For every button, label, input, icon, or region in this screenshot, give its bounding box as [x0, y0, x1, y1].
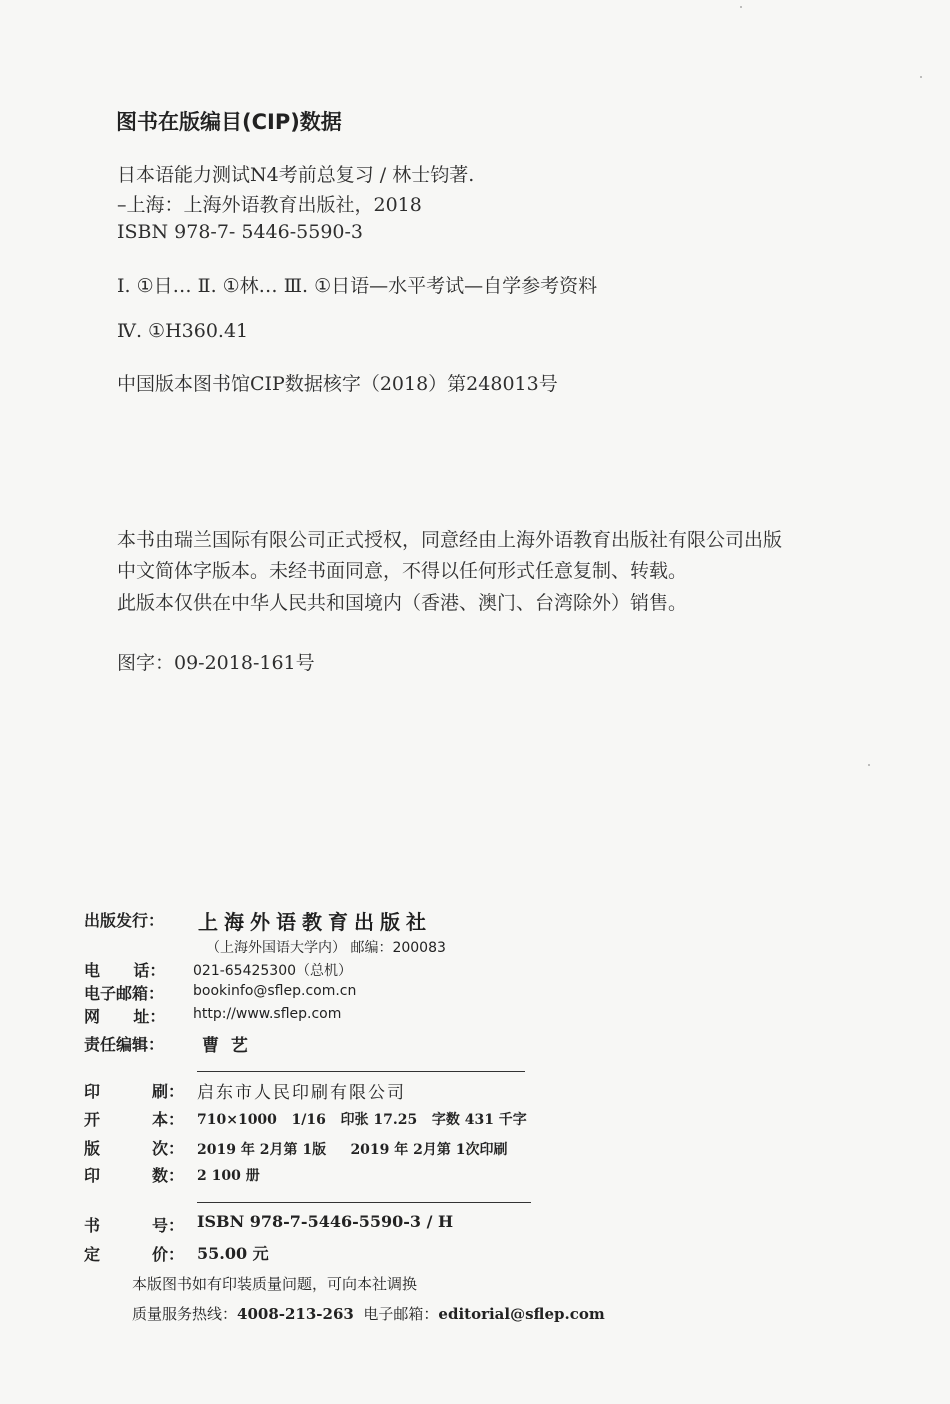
- cip-publisher-line: –上海：上海外语教育出版社，2018: [117, 194, 422, 216]
- paper-speck: [868, 764, 870, 766]
- paper-speck: [920, 76, 922, 78]
- publisher-email[interactable]: bookinfo@sflep.com.cn: [193, 983, 357, 999]
- editor-label: 责任编辑：: [84, 1035, 165, 1054]
- cip-subclass-line: Ⅳ. ①H360.41: [117, 320, 249, 342]
- copies-value: 2 100 册: [197, 1168, 260, 1184]
- phone-label: 电 话：: [84, 961, 166, 980]
- quality-note: 本版图书如有印装质量问题，可向本社调换: [132, 1275, 418, 1293]
- phone-number: 021-65425300（总机）: [193, 963, 353, 979]
- publisher-label: 出版发行：: [84, 911, 165, 930]
- hotline-number: 4008-213-263: [237, 1305, 354, 1323]
- footer-email[interactable]: editorial@sflep.com: [438, 1305, 605, 1323]
- divider-1: [197, 1071, 525, 1072]
- cip-title-line: 日本语能力测试N4考前总复习 / 林士钧著.: [117, 164, 475, 186]
- footer-email-label: 电子邮箱：: [363, 1305, 439, 1323]
- cip-isbn-line: ISBN 978-7- 5446-5590-3: [117, 221, 364, 243]
- hotline-line: [132, 1303, 605, 1324]
- license-line-3: 此版本仅供在中华人民共和国境内（香港、澳门、台湾除外）销售。: [117, 592, 688, 614]
- publisher-website[interactable]: http://www.sflep.com: [193, 1006, 342, 1022]
- isbn-label: 书 号：: [84, 1216, 185, 1235]
- copyright-registration: 图字：09-2018-161号: [117, 652, 315, 674]
- license-line-1: 本书由瑞兰国际有限公司正式授权，同意经由上海外语教育出版社有限公司出版: [117, 529, 783, 551]
- copies-label: 印 数：: [84, 1166, 185, 1185]
- printer-label: 印 刷：: [84, 1082, 185, 1101]
- publisher-name: 上海外语教育出版社: [198, 910, 432, 934]
- license-line-2: 中文简体字版本。未经书面同意，不得以任何形式任意复制、转载。: [117, 560, 688, 582]
- isbn-value: ISBN 978-7-5446-5590-3 / H: [197, 1212, 454, 1231]
- editor-name: 曹 艺: [202, 1036, 248, 1056]
- email-label: 电子邮箱：: [84, 984, 165, 1003]
- hotline-label: 质量服务热线：: [132, 1305, 238, 1323]
- edition-label: 版 次：: [84, 1139, 185, 1158]
- format-label: 开 本：: [84, 1110, 185, 1129]
- website-label: 网 址：: [84, 1007, 166, 1026]
- paper-speck: [740, 6, 742, 8]
- divider-2: [197, 1202, 531, 1203]
- publisher-address: （上海外国语大学内） 邮编：200083: [206, 940, 446, 956]
- cip-heading: 图书在版编目(CIP)数据: [116, 110, 342, 134]
- edition-value: 2019 年 2月第 1版 2019 年 2月第 1次印刷: [197, 1142, 508, 1158]
- price-label: 定 价：: [84, 1245, 185, 1264]
- format-value: 710×1000 1/16 印张 17.25 字数 431 千字: [197, 1112, 527, 1128]
- cip-classification-line: Ⅰ. ①日… Ⅱ. ①林… Ⅲ. ①日语—水平考试—自学参考资料: [117, 275, 598, 297]
- cip-catalog-line: 中国版本图书馆CIP数据核字（2018）第248013号: [117, 373, 558, 395]
- price-value: 55.00 元: [197, 1244, 269, 1263]
- printer-name: 启东市人民印刷有限公司: [197, 1083, 406, 1103]
